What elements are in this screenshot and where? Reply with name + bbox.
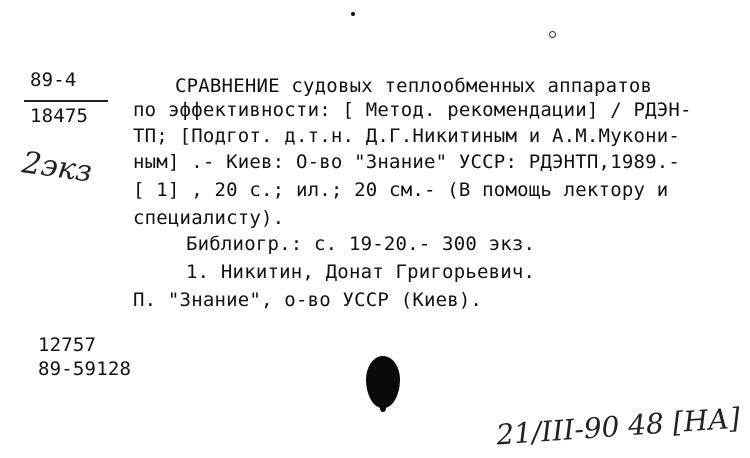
entry-line-3: ТП; [Подгот. д.т.н. Д.Г.Никитиным и А.М.Мукони- xyxy=(133,125,681,147)
lower-number-2: 89-59128 xyxy=(38,358,132,380)
ink-blot xyxy=(366,356,400,408)
entry-line-4: ным] .- Киев: О-во "Знание" УССР: РДЭНТП,1989.- xyxy=(133,151,681,173)
call-number-bottom: 18475 xyxy=(30,105,89,127)
lower-number-1: 12757 xyxy=(38,334,97,356)
ink-blot-tail xyxy=(380,402,386,412)
entry-line-1: СРАВНЕНИЕ судовых теплообменных аппаратов xyxy=(175,75,653,97)
handwritten-copies-note: 2экз xyxy=(19,145,95,190)
handwritten-date-note: 21/III-90 48 [НА] xyxy=(495,401,742,452)
bibliography-note: Библиогр.: с. 19-20.- 300 экз. xyxy=(186,233,536,255)
call-number-divider xyxy=(24,100,108,102)
call-number-top: 89-4 xyxy=(30,69,77,91)
entry-line-5: [ 1] , 20 с.; ил.; 20 см.- (В помощь лектору и xyxy=(133,179,669,201)
entry-line-2: по эффективности: [ Метод. рекомендации] / РДЭН- xyxy=(133,99,692,121)
tracing-author: 1. Никитин, Донат Григорьевич. xyxy=(186,261,536,283)
ink-speck xyxy=(549,31,556,38)
entry-line-6: специалисту). xyxy=(133,207,285,229)
ink-speck xyxy=(351,12,355,16)
tracing-organization: П. "Знание", о-во УССР (Киев). xyxy=(133,289,483,311)
